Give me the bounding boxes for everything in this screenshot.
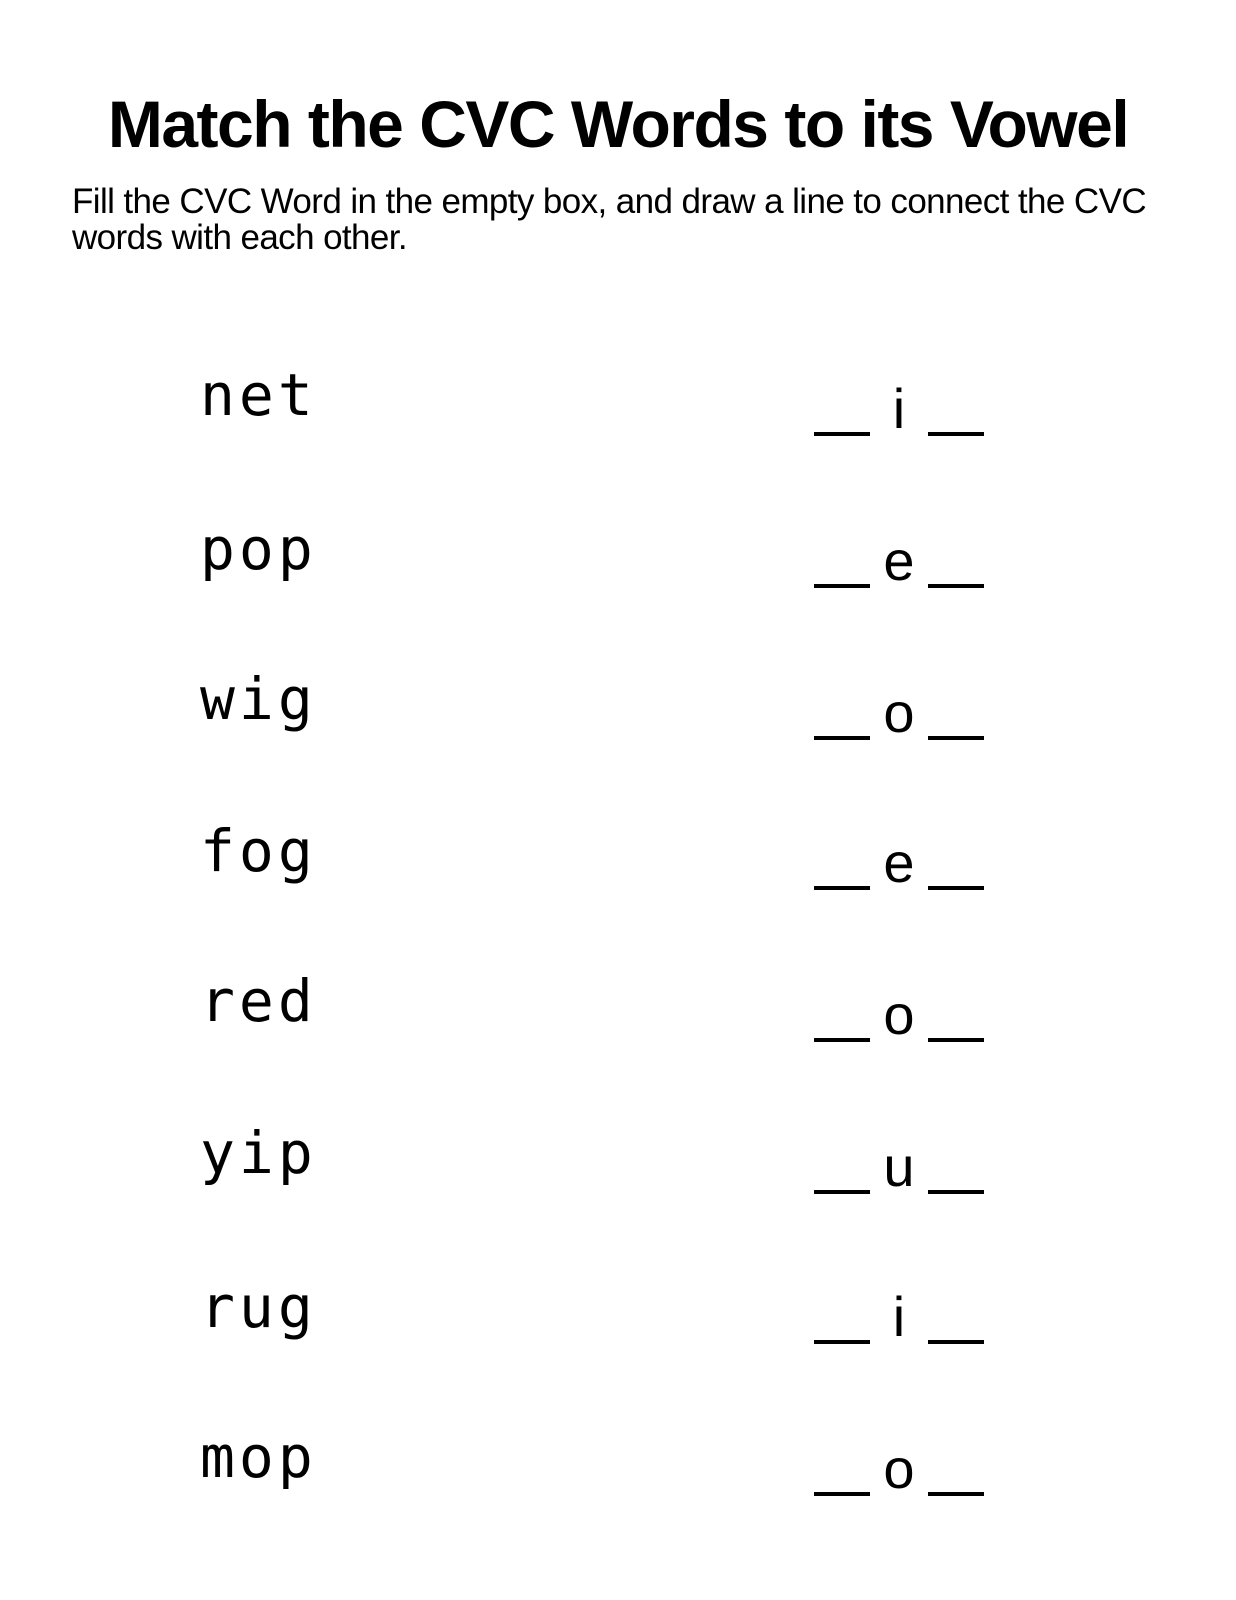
vowel-letter: o [883, 1437, 915, 1500]
worksheet-title: Match the CVC Words to its Vowel [107, 87, 1129, 161]
blank-line-left [814, 1492, 870, 1496]
blank-line-left [814, 1038, 870, 1042]
blank-line-left [814, 432, 870, 436]
vowel-blank-row [814, 352, 994, 442]
blank-line-right [928, 1340, 984, 1344]
vowel-blank-row [814, 806, 994, 896]
vowel-letter: u [883, 1135, 915, 1198]
blank-line-right [928, 1038, 984, 1042]
blank-line-right [928, 886, 984, 890]
vowel-letter: o [883, 681, 915, 744]
blank-line-left [814, 1190, 870, 1194]
vowel-blank-row [814, 1260, 994, 1350]
cvc-word-pop: pop [200, 515, 317, 583]
vowel-blank-row [814, 504, 994, 594]
cvc-word-net: net [200, 361, 317, 429]
vowel-letter: i [892, 377, 906, 440]
vowel-blank-row [814, 1110, 994, 1200]
cvc-word-red: red [200, 967, 317, 1035]
blank-line-right [928, 432, 984, 436]
blank-line-right [928, 1190, 984, 1194]
cvc-word-mop: mop [200, 1423, 317, 1491]
cvc-word-yip: yip [200, 1119, 317, 1187]
vowel-letter: o [883, 983, 915, 1046]
vowel-letter: e [883, 831, 915, 894]
vowel-letter: e [883, 529, 915, 592]
vowel-letter: i [892, 1285, 906, 1348]
blank-line-left [814, 736, 870, 740]
cvc-word-rug: rug [200, 1273, 317, 1341]
blank-line-left [814, 886, 870, 890]
vowel-blank-row [814, 958, 994, 1048]
cvc-word-fog: fog [200, 817, 317, 885]
blank-line-left [814, 1340, 870, 1344]
blank-line-right [928, 1492, 984, 1496]
vowel-blank-row [814, 1412, 994, 1502]
instructions-text: Fill the CVC Word in the empty box, and draw a line to connect the CVC words with each other. [72, 182, 1147, 257]
blank-line-right [928, 584, 984, 588]
cvc-word-wig: wig [200, 665, 317, 733]
blank-line-left [814, 584, 870, 588]
blank-line-right [928, 736, 984, 740]
vowel-blank-row [814, 656, 994, 746]
